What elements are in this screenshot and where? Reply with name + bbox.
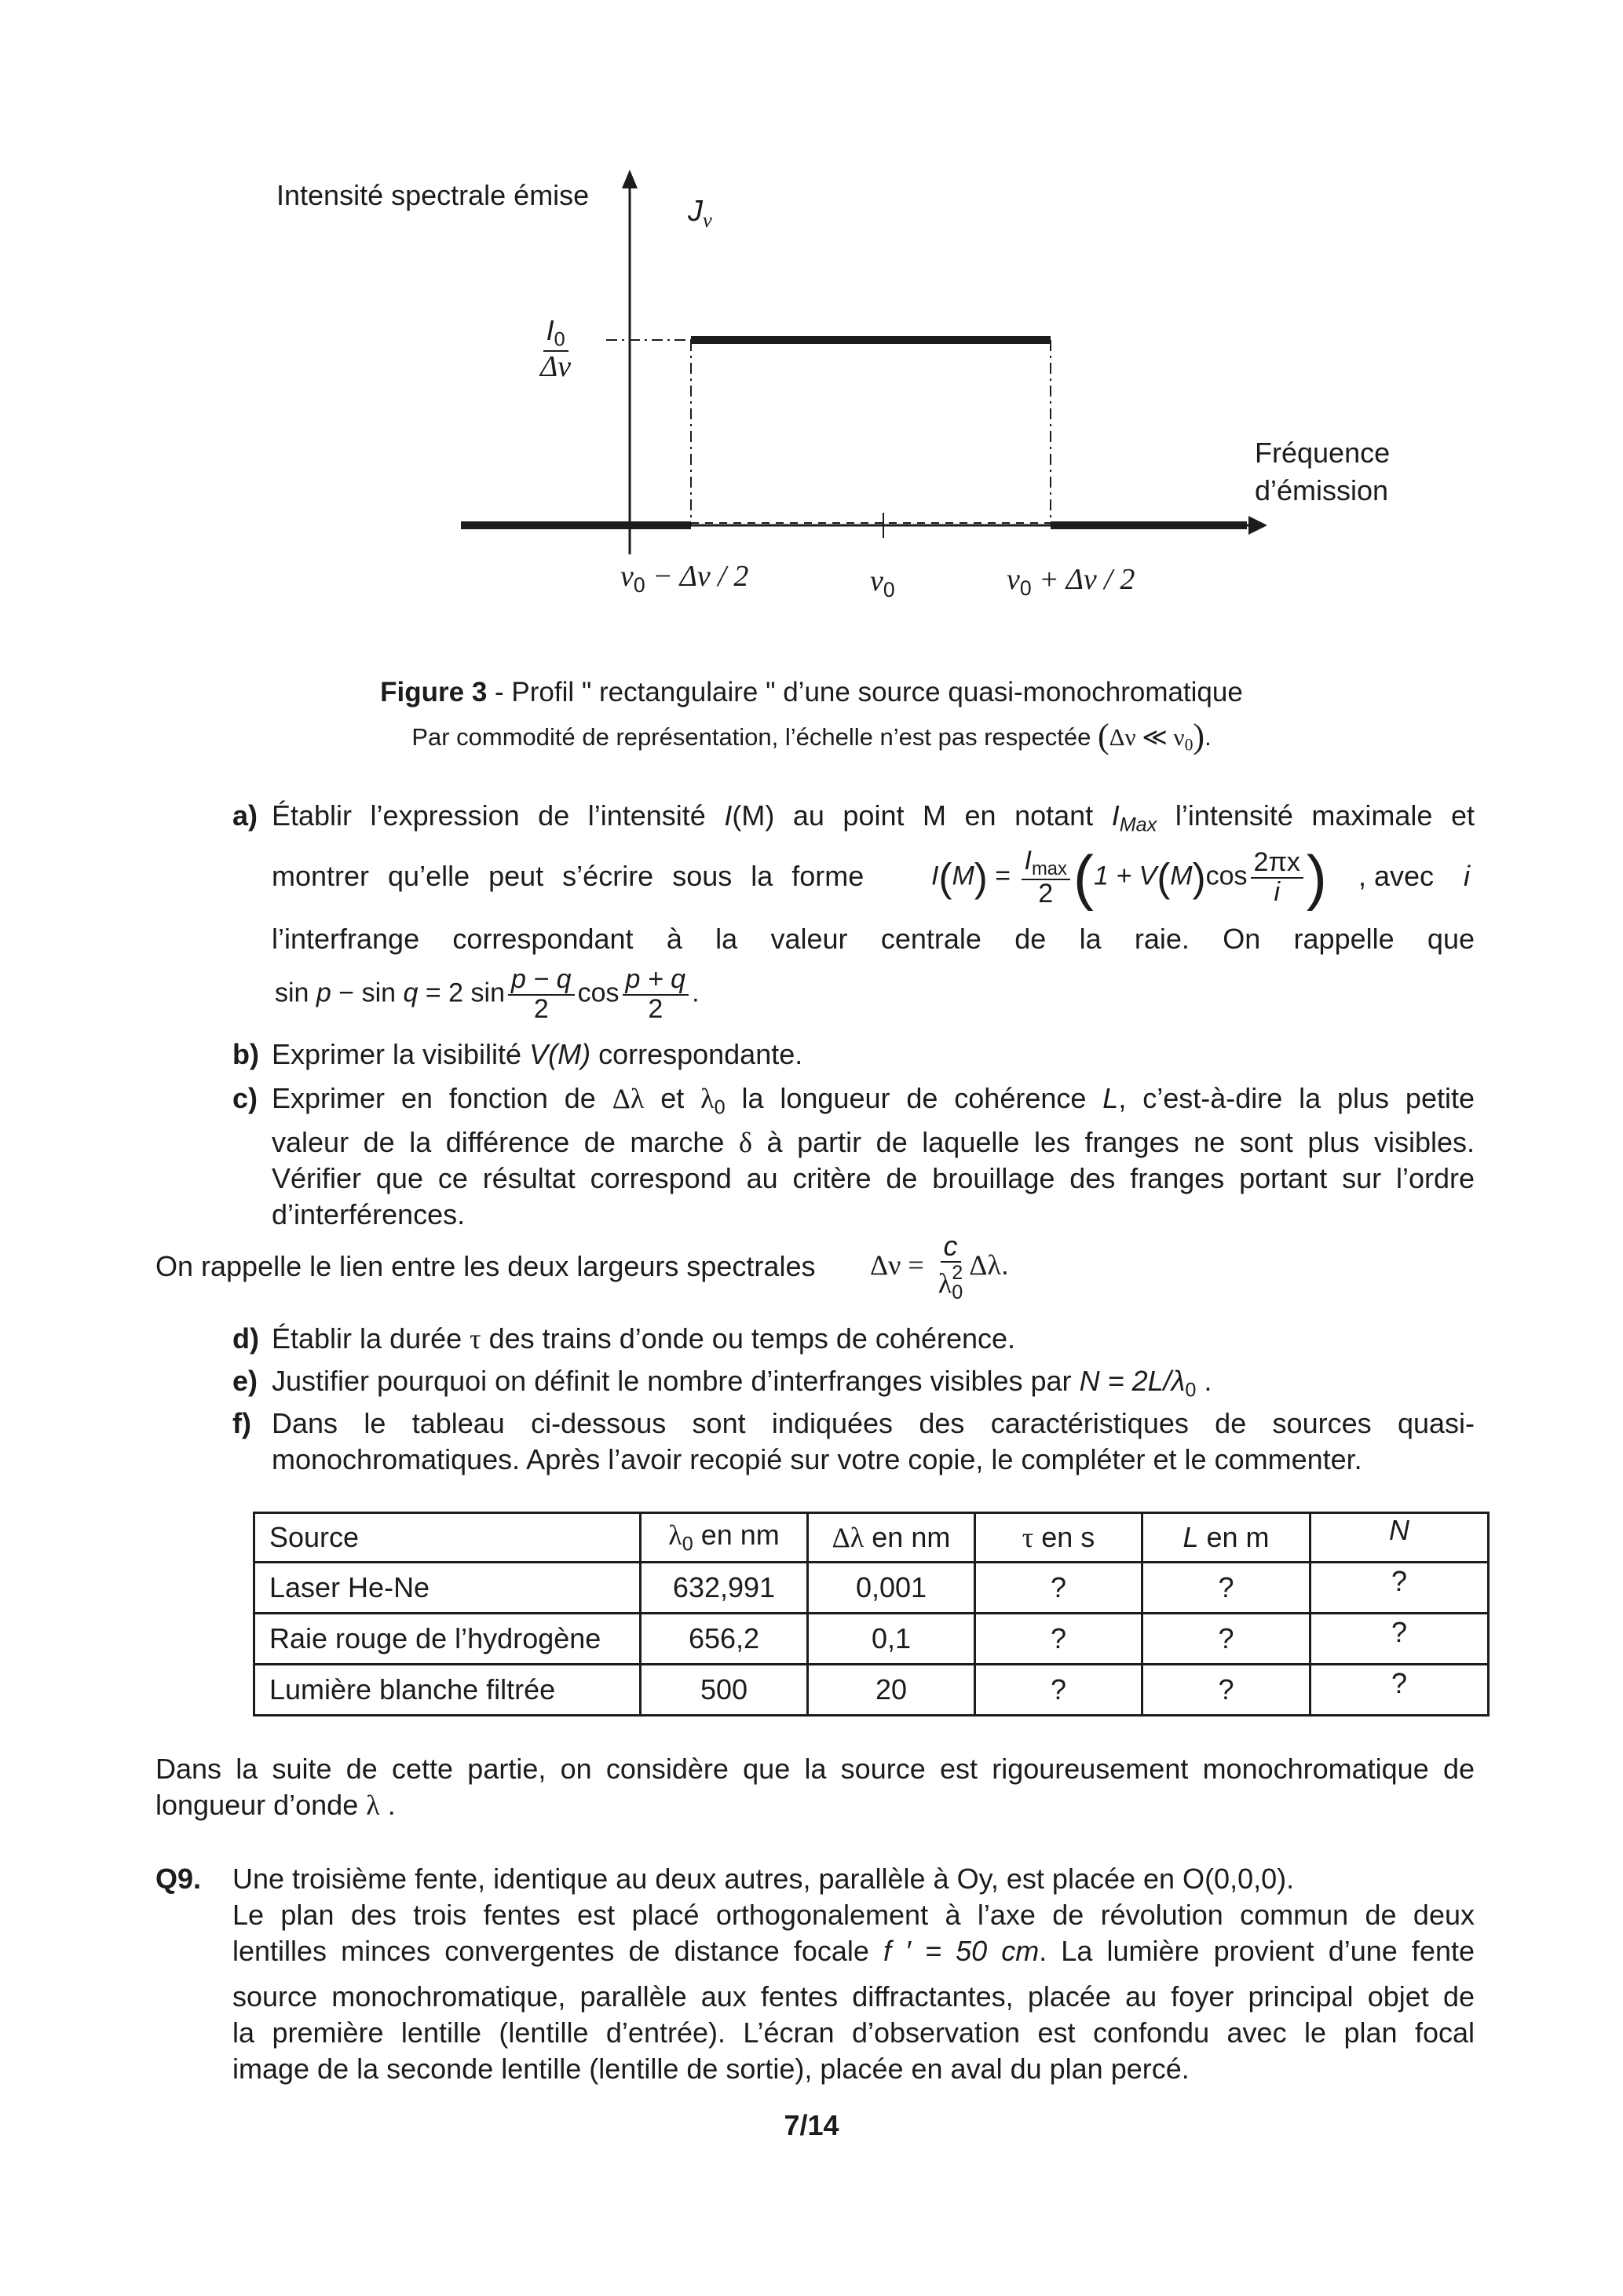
- table-cell: 656,2: [641, 1614, 808, 1665]
- sources-table: [253, 1512, 1490, 1717]
- table-cell: 500: [641, 1665, 808, 1716]
- table-cell: ?: [1142, 1614, 1310, 1665]
- table-cell: ?: [1310, 1614, 1489, 1665]
- tick-label-center: $\nu_0$: [870, 565, 895, 601]
- question-a-label: a): [232, 799, 258, 832]
- table-cell: ?: [975, 1614, 1142, 1665]
- tick-label-right: $\nu_0 + \Delta\nu / 2$: [1007, 563, 1135, 600]
- question-a-line2-after: , avec: [1358, 860, 1435, 892]
- table-cell: ?: [1142, 1563, 1310, 1614]
- monochromatic-note-line1: Dans la suite de cette partie, on considère que la source est rigoureusement monochromatique de: [155, 1753, 1475, 1785]
- header-delta-lambda: Δλ en nm: [808, 1513, 975, 1563]
- caption-text: - Profil " rectangulaire " d’une source quasi-monochromatique: [487, 677, 1243, 707]
- cell-source: Raie rouge de l’hydrogène: [254, 1614, 641, 1665]
- table-row: [254, 1665, 1489, 1716]
- question-a-line2-text: montrer qu’elle peut s’écrire sous la forme: [272, 860, 865, 892]
- level-numerator: $I_0$: [543, 316, 568, 352]
- y-symbol: [688, 195, 712, 232]
- question-d-label: d): [232, 1322, 259, 1355]
- table-cell: ?: [975, 1665, 1142, 1716]
- question-c-label: c): [232, 1082, 258, 1114]
- q9-line6: image de la seconde lentille (lentille de sortie), placée en aval du plan percé.: [232, 2053, 1190, 2085]
- caption-bold: Figure 3: [380, 677, 488, 707]
- y-axis-title: Intensité spectrale émise: [276, 179, 590, 211]
- y-level-label: [534, 316, 577, 383]
- question-c-line1: Exprimer en fonction de Δλ et $\lambda_0$ la longueur de cohérence L, c’est-à-dire la plus petite: [272, 1082, 1475, 1119]
- table-header-row: [254, 1513, 1489, 1563]
- table-cell: 0,1: [808, 1614, 975, 1665]
- figure-note: Par commodité de représentation, l’échelle n’est pas respectée (Δν ≪ $\nu_0$).: [411, 717, 1212, 755]
- q9-line4: source monochromatique, parallèle aux fentes diffractantes, placée au foyer principal objet de: [232, 1980, 1475, 2013]
- table-cell: ?: [1310, 1563, 1489, 1614]
- header-source: Source: [254, 1513, 641, 1563]
- table-cell: 20: [808, 1665, 975, 1716]
- header-L: L en m: [1142, 1513, 1310, 1563]
- y-symbol-sub: ν: [703, 207, 712, 232]
- question-a-line1: Établir l’expression de l’intensité I(M) au point M en notant $I_{Max}$ l’intensité maximale et: [272, 799, 1475, 836]
- table-cell: ?: [975, 1563, 1142, 1614]
- q9-line5: la première lentille (lentille d’entrée). L’écran d’observation est confondu avec le plan focal: [232, 2016, 1475, 2049]
- question-c-line3: Vérifier que ce résultat correspond au critère de brouillage des franges portant sur l’ordre: [272, 1162, 1475, 1194]
- y-symbol-main: J: [688, 195, 703, 228]
- page-number: 7/14: [784, 2109, 839, 2141]
- header-lambda0: $\lambda_0$ en nm: [641, 1513, 808, 1563]
- q9-line3: lentilles minces convergentes de distance focale f ′ = 50 cm. La lumière provient d’une fente: [232, 1935, 1475, 1967]
- x-axis-title-line1: Fréquence: [1255, 437, 1391, 469]
- table-row: [254, 1563, 1489, 1614]
- reminder-formula: Δν = $\frac{c}{\lambda_0^2}$ Δλ.: [870, 1230, 1009, 1303]
- trig-identity: sin p − sin q = 2 sin $\frac{p - q}{2}$ cos $\frac{p + q}{2}$ .: [275, 964, 700, 1024]
- question-f-line1: Dans le tableau ci-dessous sont indiquées des caractéristiques de sources quasi-: [272, 1407, 1475, 1439]
- header-N: N: [1310, 1513, 1489, 1563]
- table-cell: ?: [1310, 1665, 1489, 1716]
- question-a-line2-end: i: [1464, 860, 1470, 892]
- question-e-label: e): [232, 1365, 258, 1397]
- question-b-text: Exprimer la visibilité V(M) correspondante.: [272, 1038, 803, 1070]
- caption-note: Par commodité de représentation, l’échelle n’est pas respectée: [411, 723, 1091, 751]
- monochromatic-note-line2: longueur d’onde λ .: [155, 1789, 396, 1821]
- question-f-label: f): [232, 1407, 251, 1439]
- table-cell: 0,001: [808, 1563, 975, 1614]
- question-b-label: b): [232, 1038, 259, 1070]
- intensity-formula: I(M) = $\frac{I_{max}}{2}$ (1 + V(M)cos $\frac{2\pi x}{i}$ ): [931, 843, 1327, 912]
- table-row: [254, 1614, 1489, 1665]
- spectral-profile-chart: [0, 0, 1623, 628]
- x-axis-arrow-icon: [1248, 516, 1267, 535]
- question-f-line2: monochromatiques. Après l’avoir recopié sur votre copie, le compléter et le commenter.: [272, 1443, 1362, 1475]
- question-c-line4: d’interférences.: [272, 1198, 466, 1230]
- cell-source: Lumière blanche filtrée: [254, 1665, 641, 1716]
- level-denominator: Δν: [540, 350, 572, 383]
- q9-line1: Une troisième fente, identique au deux autres, parallèle à Oy, est placée en O(0,0,0).: [232, 1863, 1295, 1895]
- question-c-line2: valeur de la différence de marche δ à partir de laquelle les franges ne sont plus visibles.: [272, 1126, 1475, 1158]
- header-tau: τ en s: [975, 1513, 1142, 1563]
- q9-line2: Le plan des trois fentes est placé orthogonalement à l’axe de révolution commun de deux: [232, 1899, 1475, 1931]
- reminder-text: On rappelle le lien entre les deux largeurs spectrales: [155, 1250, 816, 1282]
- x-axis-title-line2: d’émission: [1255, 474, 1389, 506]
- table-cell: ?: [1142, 1665, 1310, 1716]
- q9-label: Q9.: [155, 1863, 202, 1895]
- table-cell: 632,991: [641, 1563, 808, 1614]
- question-a-line3: l’interfrange correspondant à la valeur centrale de la raie. On rappelle que: [272, 923, 1475, 955]
- y-axis-arrow-icon: [622, 170, 638, 188]
- tick-label-left: $\nu_0 - \Delta\nu / 2$: [620, 560, 749, 597]
- figure-caption: [0, 677, 1623, 708]
- question-d-text: Établir la durée τ des trains d’onde ou temps de cohérence.: [272, 1322, 1016, 1355]
- cell-source: Laser He-Ne: [254, 1563, 641, 1614]
- question-e-text: Justifier pourquoi on définit le nombre d’interfranges visibles par $N = 2L/\lambda_0$ .: [272, 1365, 1212, 1402]
